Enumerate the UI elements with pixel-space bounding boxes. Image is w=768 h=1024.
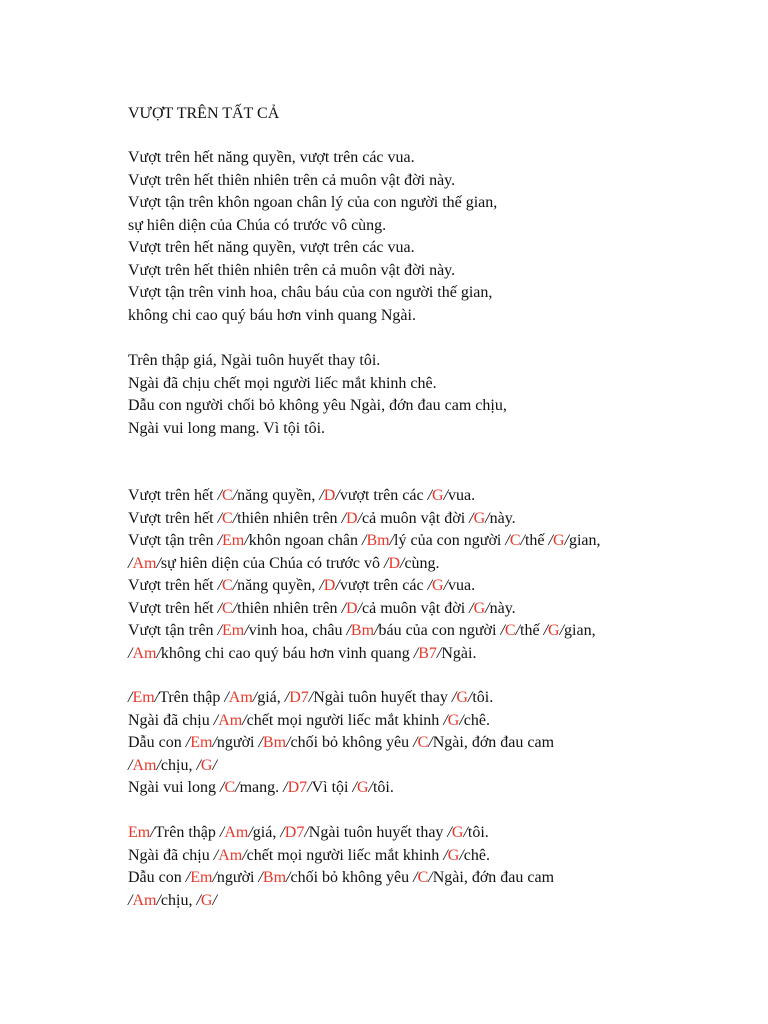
chord-label: Am (132, 644, 157, 662)
chord-label: G (451, 824, 464, 841)
chord-label: G (432, 487, 444, 504)
lyric-text: chê. (463, 846, 490, 864)
lyric-text: cả muôn vật đời (362, 509, 470, 527)
lyric-text: chịu, (160, 891, 197, 909)
lyric-text: Dẫu con (128, 869, 186, 886)
lyric-text: không chi cao quý báu hơn vinh quang (160, 644, 414, 662)
lyric-text: người (216, 734, 259, 751)
chord-label: Em (190, 869, 213, 886)
lyric-text: cùng. (404, 554, 440, 572)
lyric-line: Vượt trên hết năng quyền, vượt trên các vua. (128, 239, 415, 256)
chord-label: D (323, 487, 336, 504)
chord-line: /Am/chịu, /G/ (128, 756, 217, 774)
lyric-text: chối bỏ không yêu (290, 869, 414, 886)
lyric-line: Vượt trên hết thiên nhiên trên cả muôn vật đời này. (128, 261, 456, 279)
chord-chorus-block (128, 687, 554, 800)
lyric-text: Vượt trên hết (128, 577, 218, 594)
chord-label: C (417, 869, 429, 886)
lyric-text: năng quyền, (237, 487, 320, 504)
lyric-text: giá, (252, 824, 281, 841)
chord-label: G (552, 532, 565, 549)
lyric-line: sự hiên diện của Chúa có trước vô cùng. (128, 216, 387, 234)
chord-line: Vượt trên hết /C/thiên nhiên trên /D/cả muôn vật đời /G/này. (128, 509, 516, 527)
chord-line: Dẫu con /Em/người /Bm/chối bỏ không yêu /C/Ngài, đớn đau cam (128, 734, 555, 751)
lyric-text: Ngài tuôn huyết thay (308, 824, 448, 841)
chord-line: Vượt trên hết /C/năng quyền, /D/vượt trên các /G/vua. (128, 577, 476, 594)
lyric-text: Ngài, đớn đau cam (432, 734, 555, 751)
chord-line: /Am/chịu, /G/ (128, 891, 217, 909)
lyric-text: Ngài đã chịu (128, 846, 214, 864)
chord-label: G (548, 622, 560, 639)
lyric-text: này. (489, 509, 516, 527)
lyric-text: người (216, 869, 259, 886)
lyric-text: chối bỏ không yêu (290, 734, 414, 751)
chord-label: Bm (262, 734, 287, 751)
chord-line: Vượt trên hết /C/năng quyền, /D/vượt trên các /G/vua. (128, 487, 476, 504)
lyric-line: Ngài vui long mang. Vì tội tôi. (128, 419, 326, 437)
lyric-text: Ngài. (441, 644, 477, 662)
chord-label: Bm (350, 622, 375, 639)
lyric-text: chết mọi người liếc mắt khinh (246, 711, 444, 729)
chord-label: C (509, 532, 521, 549)
chord-line: Ngài vui long /C/mang. /D7/Vì tội /G/tôi. (128, 779, 394, 796)
lyric-text: vua. (448, 577, 476, 594)
lyric-line: Trên thập giá, Ngài tuôn huyết thay tôi. (128, 352, 381, 369)
chord-chorus-repeat-block (128, 822, 554, 912)
chord-label: G (447, 711, 460, 729)
chord-label: C (222, 577, 233, 594)
chord-label: G (473, 599, 486, 617)
lyrics-chorus-block (128, 350, 507, 440)
chord-label: Em (128, 824, 151, 841)
chord-label: D (388, 554, 400, 572)
chord-label: Em (222, 532, 245, 549)
chord-label: Am (218, 711, 243, 729)
lyric-text: lý của con người (394, 532, 506, 549)
lyric-line: Vượt tận trên vinh hoa, châu báu của con người thế gian, (128, 284, 493, 301)
chord-label: Em (132, 689, 155, 706)
chord-label: G (473, 509, 486, 527)
lyric-text: Ngài tuôn huyết thay (313, 689, 452, 706)
lyric-line: Vượt tận trên khôn ngoan chân lý của con người thế gian, (128, 194, 498, 211)
chord-label: D (346, 599, 358, 617)
chord-line: /Em/Trên thập /Am/giá, /D7/Ngài tuôn huyết thay /G/tôi. (128, 689, 494, 706)
lyric-text: Vượt tận trên (128, 622, 218, 639)
lyric-text: khôn ngoan chân (248, 532, 362, 549)
chord-label: G (432, 577, 444, 594)
lyric-text: Vượt trên hết (128, 599, 218, 617)
lyric-text: thế (520, 622, 544, 639)
chord-line: /Am/không chi cao quý báu hơn vinh quang /B7/Ngài. (128, 644, 477, 662)
chord-label: C (504, 622, 516, 639)
lyric-text: báu của con người (378, 622, 501, 639)
lyric-text: gian, (564, 622, 596, 639)
lyrics-verse-block (128, 147, 497, 327)
chord-line: Vượt tận trên /Em/khôn ngoan chân /Bm/lý của con người /C/thế /G/gian, (128, 532, 601, 549)
lyric-text: năng quyền, (237, 577, 320, 594)
chord-label: D (346, 509, 358, 527)
chord-label: C (222, 599, 233, 617)
lyric-text: mang. (239, 779, 284, 796)
chord-label: Am (224, 824, 249, 841)
lyric-line: Ngài đã chịu chết mọi người liếc mắt khinh chê. (128, 374, 437, 392)
lyric-text: Trên thập (154, 824, 220, 841)
chord-label: D (323, 577, 336, 594)
lyric-text: vua. (448, 487, 476, 504)
lyric-text: Vượt tận trên (128, 532, 218, 549)
chord-label: Bm (262, 869, 287, 886)
chord-label: Am (228, 689, 253, 706)
lyric-text: tôi. (372, 779, 394, 796)
lyric-text: thiên nhiên trên (237, 509, 342, 527)
lyric-text: cả muôn vật đời (362, 599, 470, 617)
lyric-text: tôi. (467, 824, 489, 841)
chord-label: G (200, 891, 213, 909)
chord-label: G (456, 689, 468, 706)
lyric-line: không chi cao quý báu hơn vinh quang Ngài. (128, 306, 416, 324)
chord-label: Em (190, 734, 213, 751)
chord-line: Vượt tận trên /Em/vinh hoa, châu /Bm/báu của con người /C/thế /G/gian, (128, 622, 596, 639)
chord-label: C (222, 487, 233, 504)
chord-line: Vượt trên hết /C/thiên nhiên trên /D/cả muôn vật đời /G/này. (128, 599, 516, 617)
chord-label: D7 (289, 689, 309, 706)
chord-verse-block (128, 485, 601, 665)
chord-line: /Am/sự hiên diện của Chúa có trước vô /D/cùng. (128, 554, 440, 572)
lyric-line: Vượt trên hết năng quyền, vượt trên các vua. (128, 149, 415, 166)
chord-label: D7 (287, 779, 308, 796)
lyric-text: Dẫu con (128, 734, 186, 751)
lyric-text: sự hiên diện của Chúa có trước vô (160, 554, 384, 572)
lyric-text: Trên thập (159, 689, 225, 706)
lyric-text: Ngài, đớn đau cam (432, 869, 555, 886)
chord-label: Am (132, 891, 157, 909)
chord-line: Ngài đã chịu /Am/chết mọi người liếc mắt khinh /G/chê. (128, 711, 490, 729)
chord-line: Dẫu con /Em/người /Bm/chối bỏ không yêu /C/Ngài, đớn đau cam (128, 869, 555, 886)
chord-label: G (200, 756, 213, 774)
lyric-text: này. (489, 599, 516, 617)
lyric-text: gian, (568, 532, 601, 549)
chord-label: C (417, 734, 429, 751)
lyric-line: Vượt trên hết thiên nhiên trên cả muôn vật đời này. (128, 171, 456, 189)
chord-label: Bm (366, 532, 390, 549)
lyric-text: vinh hoa, châu (248, 622, 347, 639)
chord-line: Em/Trên thập /Am/giá, /D7/Ngài tuôn huyết thay /G/tôi. (128, 824, 489, 841)
lyric-text: Ngài vui long (128, 779, 220, 796)
lyric-text: Vượt trên hết (128, 509, 218, 527)
chord-label: Am (132, 554, 157, 572)
lyric-text: Vì tội (311, 779, 353, 796)
chord-label: Am (132, 756, 157, 774)
lyric-text: Ngài đã chịu (128, 711, 214, 729)
lyric-text: chê. (463, 711, 490, 729)
chord-label: D7 (284, 824, 305, 841)
lyric-text: thế (524, 532, 549, 549)
lyric-text: Vượt trên hết (128, 487, 218, 504)
lyric-text: tôi. (472, 689, 494, 706)
lyric-text: vượt trên các (339, 487, 428, 504)
lyric-text: thiên nhiên trên (237, 599, 342, 617)
chord-label: G (356, 779, 369, 796)
chord-label: B7 (418, 644, 437, 662)
lyric-text: vượt trên các (339, 577, 428, 594)
chord-label: C (224, 779, 236, 796)
lyric-text: chết mọi người liếc mắt khinh (246, 846, 444, 864)
chord-line: Ngài đã chịu /Am/chết mọi người liếc mắt khinh /G/chê. (128, 846, 490, 864)
lyric-text: giá, (257, 689, 285, 706)
chord-label: C (222, 509, 233, 527)
chord-label: G (447, 846, 460, 864)
chord-label: Am (218, 846, 243, 864)
lyric-text: chịu, (160, 756, 197, 774)
song-title: VƯỢT TRÊN TẤT CẢ (128, 105, 280, 122)
lyric-line: Dẫu con người chối bỏ không yêu Ngài, đớn đau cam chịu, (128, 397, 507, 414)
chord-label: Em (222, 622, 245, 639)
